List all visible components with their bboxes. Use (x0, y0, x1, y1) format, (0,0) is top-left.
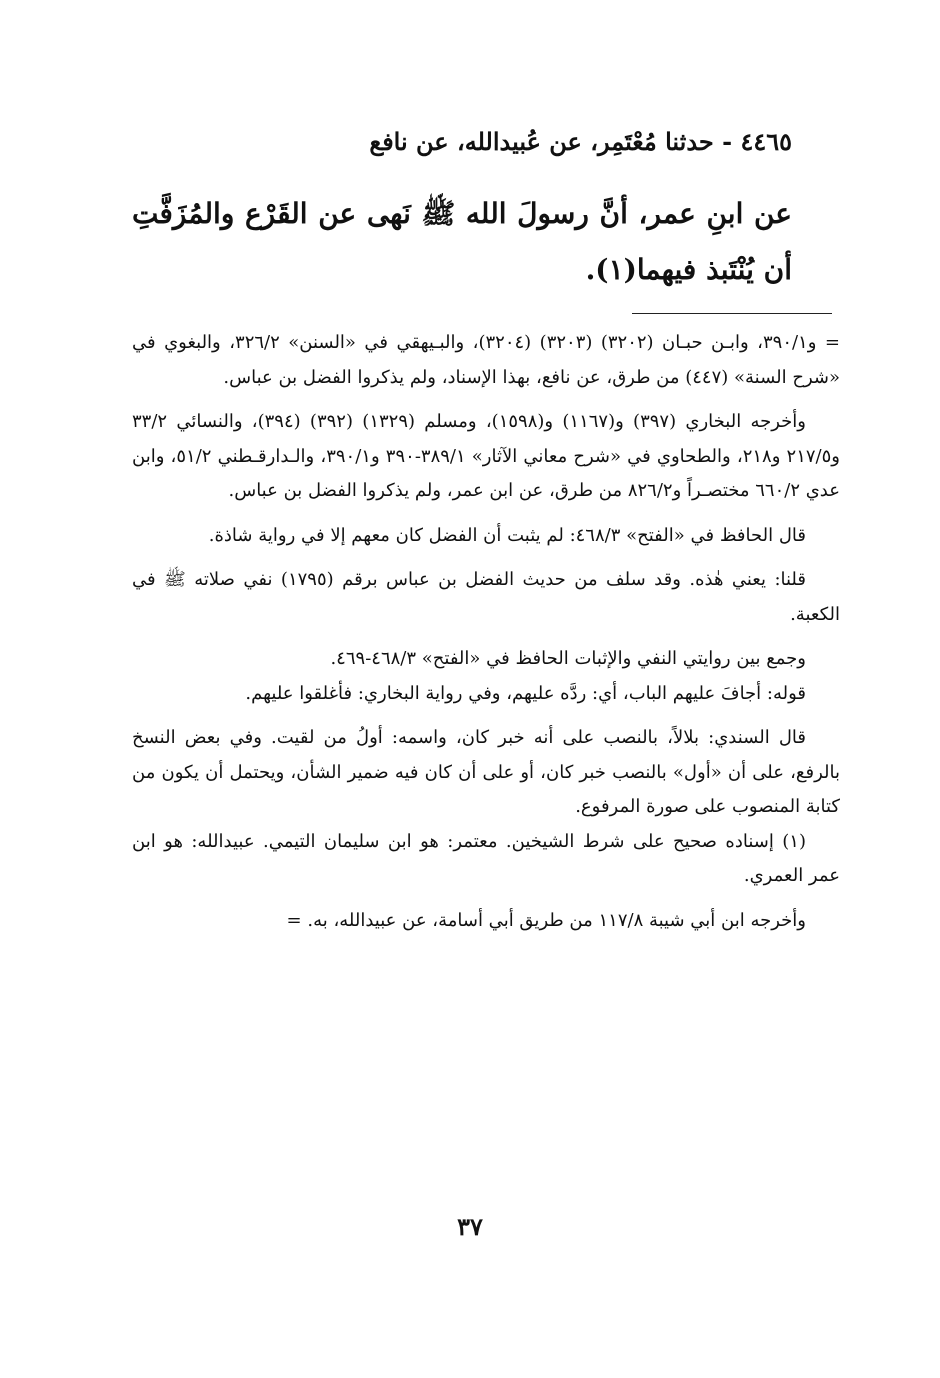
footnote-separator (632, 313, 832, 314)
hadith-header: ٤٤٦٥ - حدثنا مُعْتَمِر، عن عُبيدالله، عن نافع (369, 127, 792, 156)
footnote-paragraph: قوله: أجافَ عليهم الباب، أي: ردَّه عليهم، وفي رواية البخاري: فأغلقوا عليهم. (245, 682, 806, 704)
footnote-paragraph: قلنا: يعني هٰذه. وقد سلف من حديث الفضل بن عباس برقم (١٧٩٥) نفي صلاته ﷺ في الكعبة. (132, 569, 840, 625)
footnote-paragraph: قال السندي: بلالاً، بالنصب على أنه خبر كان، واسمه: أولُ من لقيت. وفي بعض النسخ بالرفع، على أن «أول» بالنصب خبر كان، أو على أن كان فيه ضمير الشأن، ويحتمل أن يكون من كتابة المنصوب على صورة المرفوع. (132, 727, 840, 817)
page-number: ٣٧ (457, 1212, 483, 1241)
footnote-paragraph: قال الحافظ في «الفتح» ٤٦٨/٣: لم يثبت أن الفضل كان معهم إلا في رواية شاذة. (208, 524, 806, 546)
footnote-paragraph: = و٣٩٠/١، وابـن حبـان (٣٢٠٢) (٣٢٠٣) (٣٢٠٤)، والبـيهقي في «السنن» ٣٢٦/٢، والبغوي في «شرح السنة» (٤٤٧) من طرق، عن نافع، بهذا الإسناد، ولم يذكروا الفضل بن عباس. (132, 332, 840, 388)
footnote-paragraph: وأخرجه البخاري (٣٩٧) و(١١٦٧) و(١٥٩٨)، ومسلم (١٣٢٩) (٣٩٢) (٣٩٤)، والنسائي ٣٣/٢ و٢١٧/٥ و٢١٨، والطحاوي في «شرح معاني الآثار» ٣٨٩/١-٣٩٠ و٣٩٠/١، والـدارقـطني ٥١/٢، وابن عدي ٦٦٠/٢ مختصـراً و٨٢٦/٢ من طرق، عن ابن عمر، ولم يذكروا الفضل بن عباس. (132, 411, 840, 501)
footnote-paragraph: وأخرجه ابن أبي شيبة ١١٧/٨ من طريق أبي أسامة، عن عبيدالله، به. = (286, 909, 806, 931)
footnotes (132, 326, 840, 948)
hadith-text: عن ابنِ عمر، أنَّ رسولَ الله ﷺ نَهى عن القَرْع والمُزَفَّتِ أن يُنْتَبذ فيهما(١). (132, 197, 792, 286)
footnote-paragraph: وجمع بين روايتي النفي والإثبات الحافظ في «الفتح» ٤٦٨/٣-٤٦٩. (330, 648, 806, 669)
footnote-paragraph: (١) إسناده صحيح على شرط الشيخين. معتمر: هو ابن سليمان التيمي. عبيدالله: هو ابن عمر العمري. (132, 830, 840, 886)
